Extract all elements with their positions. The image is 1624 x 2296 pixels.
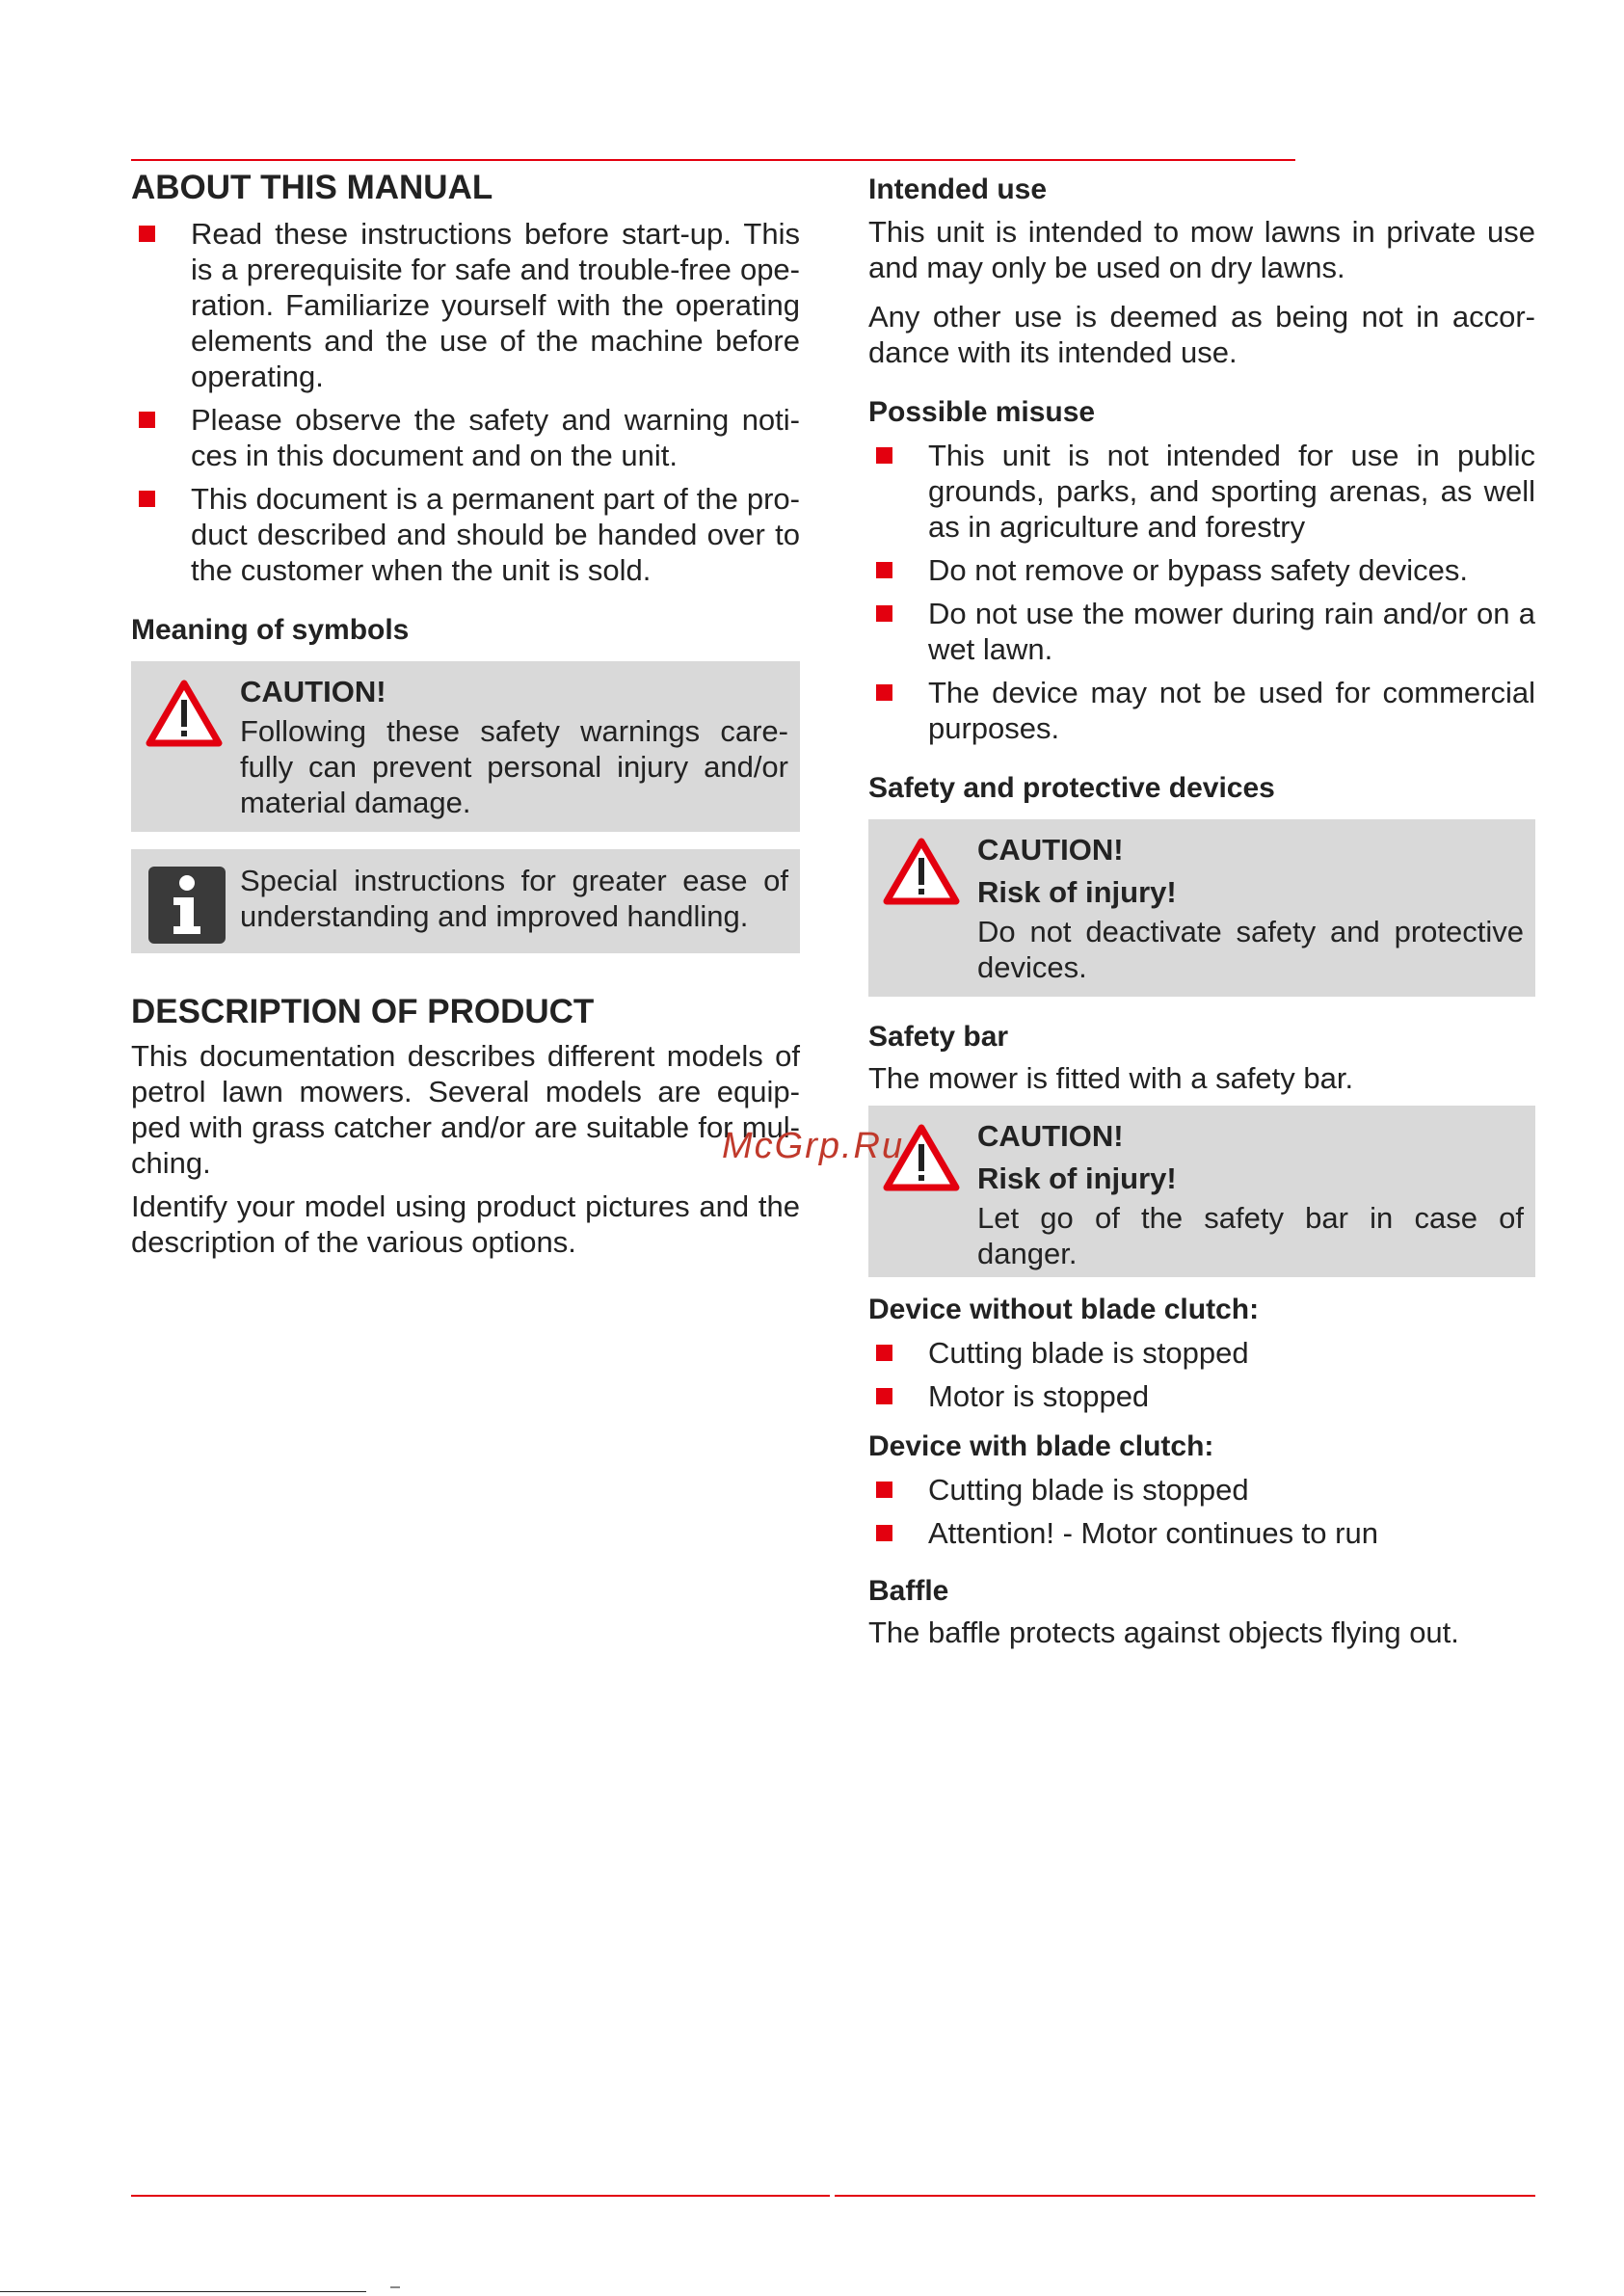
- list-item: Read these instructions before start-up. This is a prerequisite for safe and trouble-free ope-ration. Familiarize yourself with the operating elements and the use of the machine before operating.: [131, 216, 800, 394]
- misuse-bullets: [868, 438, 1535, 746]
- bullet-square-icon: [876, 684, 892, 701]
- caution-text: Do not deactivate safety and protective devices.: [977, 915, 1524, 984]
- safety-devices-heading: Safety and protective devices: [868, 772, 1275, 804]
- safety-bar-paragraph: The mower is fitted with a safety bar.: [868, 1061, 1354, 1095]
- left-column: [131, 166, 800, 1260]
- list-item: This document is a permanent part of the pro-duct described and should be handed over to the customer when the unit is sold.: [131, 481, 800, 588]
- right-column: [868, 166, 1535, 1650]
- list-item: Cutting blade is stopped: [868, 1472, 1535, 1508]
- description-paragraph-1: This documentation describes different models of petrol lawn mowers. Several models are equip-ped with grass catcher and/or are suitable for mul-ching.: [131, 1039, 800, 1180]
- list-item: Do not remove or bypass safety devices.: [868, 552, 1535, 588]
- caution-subtitle: Risk of injury!: [977, 875, 1177, 909]
- bullet-square-icon: [139, 226, 155, 242]
- caution-title: CAUTION!: [240, 675, 386, 708]
- symbols-heading: Meaning of symbols: [131, 614, 410, 646]
- list-item: Attention! - Motor continues to run: [868, 1515, 1535, 1551]
- caution-box: [131, 661, 800, 832]
- list-item: This unit is not intended for use in public grounds, parks, and sporting arenas, as well as in agriculture and forestry: [868, 438, 1535, 545]
- list-item: Cutting blade is stopped: [868, 1335, 1535, 1371]
- caution-text: Following these safety warnings care-fully can prevent personal injury and/or material damage.: [240, 714, 788, 819]
- info-icon: [148, 867, 226, 944]
- warning-triangle-icon: [882, 837, 961, 906]
- caution-box: [868, 1106, 1535, 1277]
- description-title: DESCRIPTION OF PRODUCT: [131, 993, 595, 1030]
- about-title: ABOUT THIS MANUAL: [131, 169, 493, 206]
- baffle-paragraph: The baffle protects against objects flying out.: [868, 1615, 1459, 1649]
- warning-triangle-icon: [145, 679, 224, 748]
- about-bullets: [131, 216, 800, 588]
- list-item: Do not use the mower during rain and/or on a wet lawn.: [868, 596, 1535, 667]
- misuse-heading: Possible misuse: [868, 396, 1096, 428]
- caution-title: CAUTION!: [977, 1119, 1124, 1153]
- bottom-rule-right: [835, 2195, 1535, 2197]
- with-clutch-bullets: [868, 1472, 1535, 1551]
- intended-use-heading: Intended use: [868, 174, 1048, 205]
- bullet-square-icon: [139, 412, 155, 428]
- intended-use-paragraph-2: Any other use is deemed as being not in accor-dance with its intended use.: [868, 300, 1535, 369]
- bullet-square-icon: [876, 562, 892, 578]
- bullet-square-icon: [876, 1388, 892, 1404]
- bottom-rule-left: [131, 2195, 830, 2197]
- bullet-square-icon: [876, 1525, 892, 1541]
- bullet-square-icon: [876, 1345, 892, 1361]
- info-text: Special instructions for greater ease of understanding and improved handling.: [240, 864, 788, 933]
- description-paragraph-2: Identify your model using product pictures and the description of the various options.: [131, 1189, 800, 1259]
- caution-text: Let go of the safety bar in case of danger.: [977, 1201, 1524, 1270]
- baffle-heading: Baffle: [868, 1575, 949, 1607]
- top-rule: [131, 159, 1295, 161]
- bullet-square-icon: [139, 491, 155, 507]
- caution-box: [868, 819, 1535, 997]
- list-item: Please observe the safety and warning noti-ces in this document and on the unit.: [131, 402, 800, 473]
- info-box: [131, 849, 800, 953]
- bullet-square-icon: [876, 605, 892, 622]
- list-item: Motor is stopped: [868, 1378, 1535, 1414]
- bullet-square-icon: [876, 1482, 892, 1498]
- bullet-square-icon: [876, 447, 892, 464]
- safety-bar-heading: Safety bar: [868, 1021, 1009, 1053]
- without-clutch-bullets: [868, 1335, 1535, 1414]
- without-clutch-heading: Device without blade clutch:: [868, 1294, 1260, 1325]
- list-item: The device may not be used for commercial purposes.: [868, 675, 1535, 746]
- footer-mark: [390, 2286, 400, 2288]
- caution-subtitle: Risk of injury!: [977, 1161, 1177, 1195]
- with-clutch-heading: Device with blade clutch:: [868, 1430, 1214, 1462]
- watermark: McGrp.Ru: [722, 1126, 905, 1166]
- footer-line: [0, 2291, 366, 2292]
- intended-use-paragraph-1: This unit is intended to mow lawns in private use and may only be used on dry lawns.: [868, 215, 1535, 284]
- caution-title: CAUTION!: [977, 833, 1124, 867]
